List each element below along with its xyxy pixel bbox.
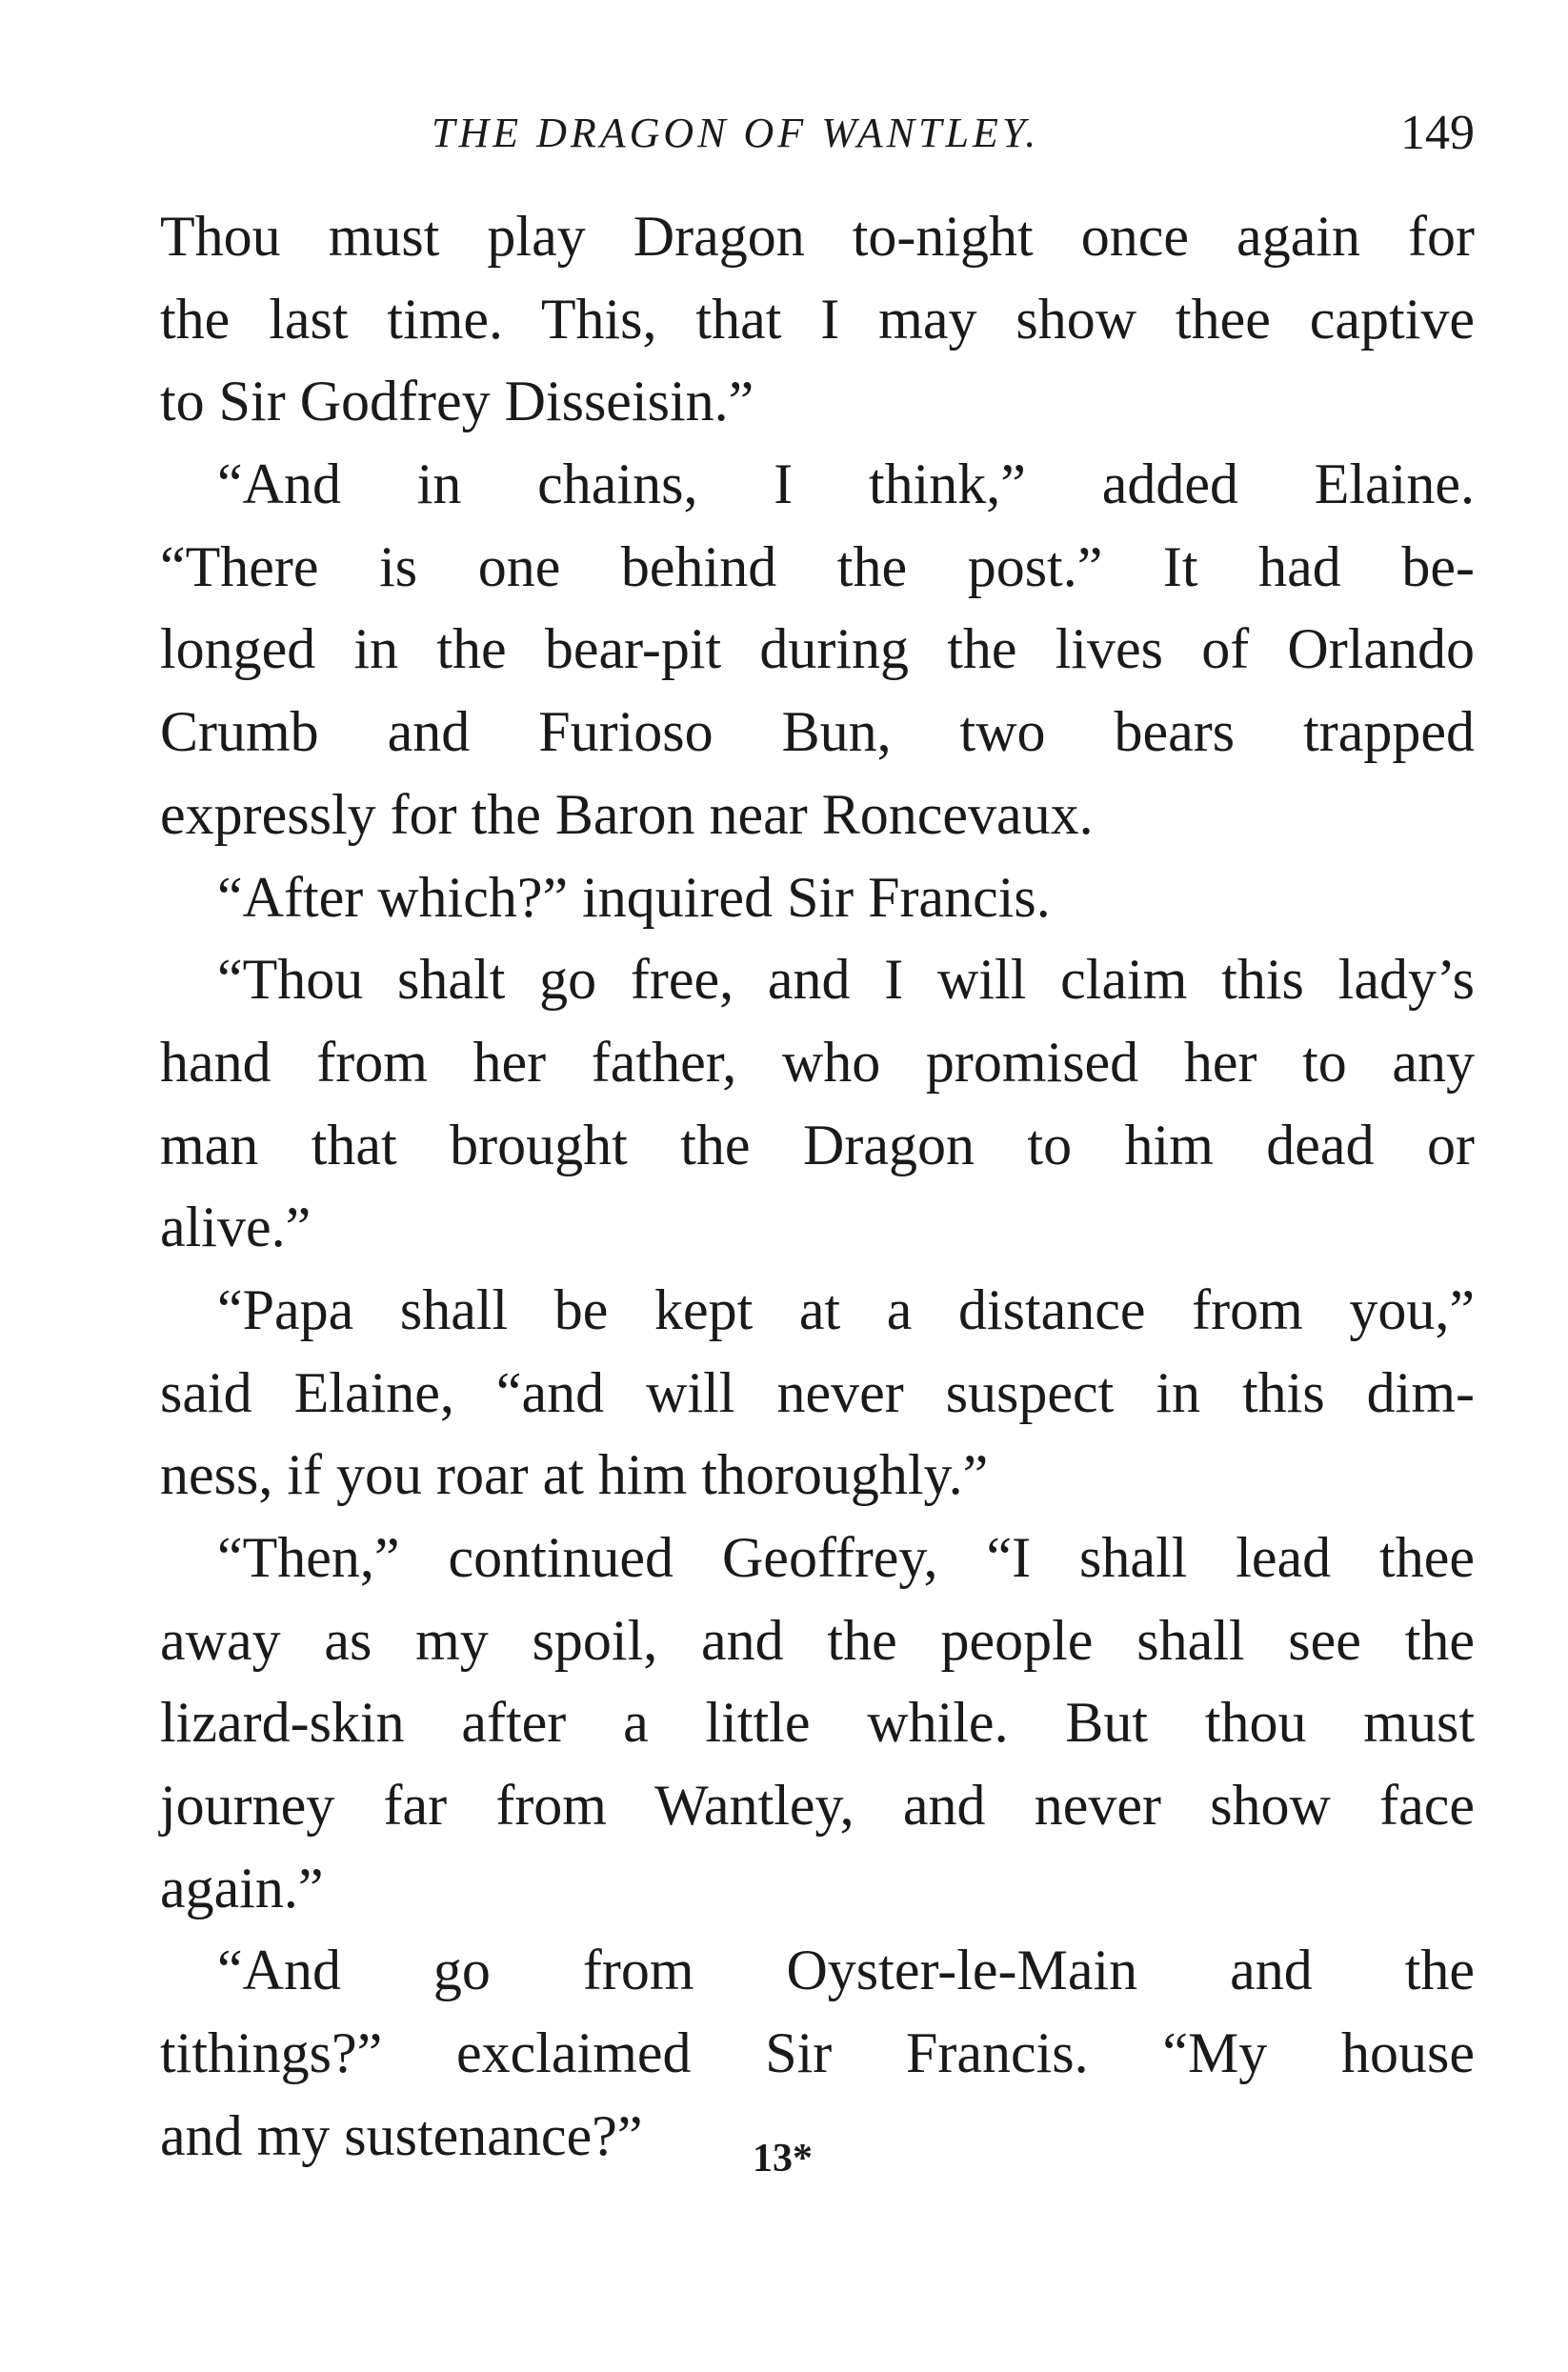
- page-number: 149: [1400, 106, 1475, 160]
- running-head: [160, 95, 1475, 171]
- text-line: “Papa shall be kept at a distance from you,”: [217, 1277, 1475, 1341]
- signature-mark: 13*: [753, 2137, 813, 2181]
- text-line: “Then,” continued Geoffrey, “I shall lead thee: [217, 1526, 1475, 1589]
- text-line: hand from her father, who promised her to any: [160, 1030, 1475, 1094]
- text-line: journey far from Wantley, and never show face: [160, 1774, 1475, 1838]
- text-line: to Sir Godfrey Disseisin.”: [160, 370, 754, 433]
- text-line: ness, if you roar at him thoroughly.”: [160, 1443, 989, 1507]
- text-line: Crumb and Furioso Bun, two bears trapped: [160, 700, 1475, 764]
- text-line: and my sustenance?”: [160, 2103, 643, 2167]
- running-title: THE DRAGON OF WANTLEY.: [432, 110, 1040, 156]
- text-line: again.”: [160, 1856, 324, 1920]
- text-line: “And go from Oyster-le-Main and the: [217, 1939, 1475, 2002]
- text-line: longed in the bear-pit during the lives of Orlando: [160, 617, 1475, 681]
- text-line: Thou must play Dragon to-night once again for: [160, 205, 1475, 268]
- text-line: “There is one behind the post.” It had be-: [160, 534, 1475, 598]
- text-line: alive.”: [160, 1196, 312, 1259]
- text-line: man that brought the Dragon to him dead or: [160, 1113, 1475, 1176]
- text-line: said Elaine, “and will never suspect in this dim-: [160, 1360, 1475, 1424]
- text-line: “And in chains, I think,” added Elaine.: [217, 452, 1475, 516]
- text-line: lizard-skin after a little while. But thou must: [160, 1691, 1475, 1755]
- text-line: “Thou shalt go free, and I will claim this lady’s: [217, 948, 1475, 1012]
- body-text: [160, 195, 1475, 2178]
- text-line: the last time. This, that I may show thee captive: [160, 287, 1475, 351]
- text-line: “After which?” inquired Sir Francis.: [217, 865, 1051, 929]
- text-line: tithings?” exclaimed Sir Francis. “My house: [160, 2021, 1475, 2085]
- text-line: away as my spoil, and the people shall see the: [160, 1608, 1475, 1672]
- text-line: expressly for the Baron near Roncevaux.: [160, 782, 1094, 846]
